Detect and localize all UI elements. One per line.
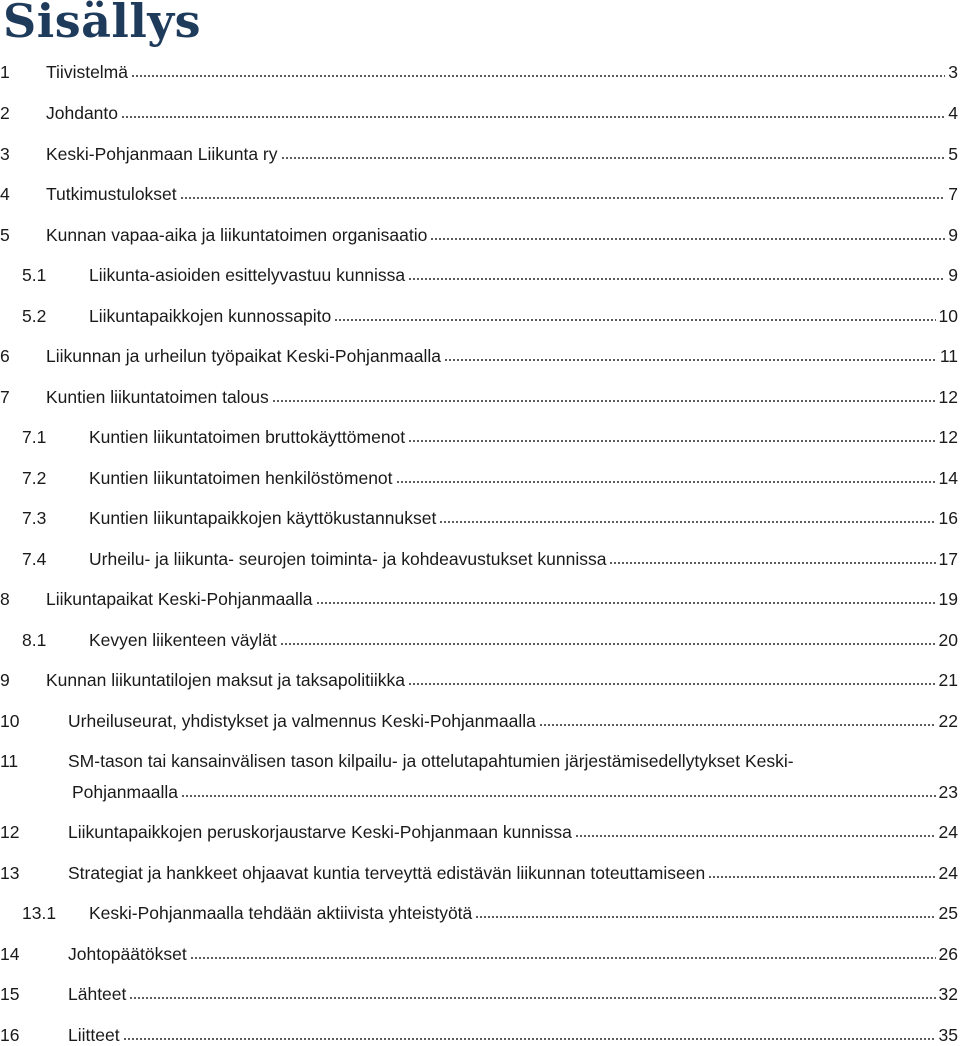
toc-page: 23 [938, 782, 958, 802]
toc-page: 24 [938, 863, 958, 883]
toc-number: 2 [0, 103, 10, 123]
toc-page: 19 [938, 589, 958, 609]
toc-title[interactable]: Keski-Pohjanmaalla tehdään aktiivista yhteistyötä [89, 903, 473, 923]
toc-title[interactable]: Liitteet [68, 1025, 120, 1045]
toc-title[interactable]: Pohjanmaalla [72, 782, 179, 802]
toc-title[interactable]: Kunnan vapaa-aika ja liikuntatoimen organisaatio [46, 225, 428, 245]
toc-page: 11 [939, 346, 958, 366]
toc-number: 4 [0, 184, 10, 204]
toc-number: 5.2 [22, 306, 47, 326]
dot-leader [408, 681, 936, 686]
dot-leader [129, 995, 935, 1000]
toc-title[interactable]: Johtopäätökset [68, 944, 187, 964]
dot-leader [190, 955, 936, 960]
toc-page: 16 [938, 508, 958, 528]
toc-page: 9 [948, 265, 958, 285]
toc-number: 8 [0, 589, 10, 609]
dot-leader [123, 1036, 936, 1041]
dot-leader [475, 914, 935, 919]
dot-leader [180, 195, 946, 200]
dot-leader [408, 276, 945, 281]
dot-leader [396, 479, 936, 484]
toc-page: 25 [938, 903, 958, 923]
dot-leader [272, 398, 936, 403]
toc-page: 35 [938, 1025, 958, 1045]
toc-title[interactable]: Keski-Pohjanmaan Liikunta ry [46, 144, 278, 164]
dot-leader [708, 874, 935, 879]
toc-page: 20 [938, 630, 958, 650]
toc-number: 16 [0, 1025, 20, 1045]
toc-page: 5 [948, 144, 958, 164]
dot-leader [281, 155, 946, 160]
toc-page: 4 [948, 103, 958, 123]
toc-title[interactable]: Kuntien liikuntatoimen henkilöstömenot [89, 468, 393, 488]
toc-title-line-1[interactable]: SM-tason tai kansainvälisen tason kilpailu- ja ottelutapahtumien järjestämisedellytykset Keski- [68, 751, 794, 771]
toc-number: 7 [0, 387, 10, 407]
toc-number: 5 [0, 225, 10, 245]
toc-page: 10 [938, 306, 958, 326]
toc-title[interactable]: Urheilu- ja liikunta- seurojen toiminta- ja kohdeavustukset kunnissa [89, 549, 607, 569]
toc-title[interactable]: Johdanto [46, 103, 119, 123]
toc-number: 7.3 [22, 508, 47, 528]
dot-leader [334, 317, 935, 322]
dot-leader [609, 560, 935, 565]
dot-leader [280, 641, 936, 646]
toc-number: 7.2 [22, 468, 47, 488]
toc-number: 9 [0, 670, 10, 690]
toc-page: 24 [938, 822, 958, 842]
toc-title[interactable]: Liikunta-asioiden esittelyvastuu kunnissa [89, 265, 406, 285]
toc-title[interactable]: Strategiat ja hankkeet ohjaavat kuntia terveyttä edistävän liikunnan toteuttamiseen [68, 863, 706, 883]
toc-title[interactable]: Liikunnan ja urheilun työpaikat Keski-Pohjanmaalla [46, 346, 441, 366]
dot-leader [121, 114, 945, 119]
toc-title[interactable]: Tiivistelmä [46, 62, 128, 82]
toc-page: 32 [938, 984, 958, 1004]
toc-number: 10 [0, 711, 20, 731]
toc-page: 17 [938, 549, 958, 569]
toc-number: 8.1 [22, 630, 47, 650]
toc-title[interactable]: Urheiluseurat, yhdistykset ja valmennus Keski-Pohjanmaalla [68, 711, 536, 731]
dot-leader [408, 438, 935, 443]
dot-leader [539, 722, 936, 727]
toc-title[interactable]: Kunnan liikuntatilojen maksut ja taksapolitiikka [46, 670, 405, 690]
toc-page: 12 [938, 387, 958, 407]
toc-number: 14 [0, 944, 20, 964]
dot-leader [316, 600, 936, 605]
toc-title[interactable]: Kuntien liikuntapaikkojen käyttökustannukset [89, 508, 437, 528]
toc-number: 12 [0, 822, 20, 842]
toc-number: 1 [0, 62, 10, 82]
toc-page: 26 [938, 944, 958, 964]
toc-page: 21 [938, 670, 958, 690]
toc-page: 9 [948, 225, 958, 245]
dot-leader [430, 236, 945, 241]
toc-title[interactable]: Liikuntapaikat Keski-Pohjanmaalla [46, 589, 313, 609]
dot-leader [181, 793, 935, 798]
toc-title[interactable]: Kevyen liikenteen väylät [89, 630, 277, 650]
dot-leader [439, 519, 935, 524]
toc-title[interactable]: Tutkimustulokset [46, 184, 177, 204]
toc-title[interactable]: Kuntien liikuntatoimen talous [46, 387, 269, 407]
toc-page: 14 [938, 468, 958, 488]
dot-leader [131, 73, 945, 78]
toc-page: 3 [948, 62, 958, 82]
toc-title[interactable]: Liikuntapaikkojen kunnossapito [89, 306, 332, 326]
toc-page: 7 [948, 184, 958, 204]
toc-title[interactable]: Lähteet [68, 984, 127, 1004]
toc-number: 15 [0, 984, 20, 1004]
toc-number: 13 [0, 863, 20, 883]
toc-number: 7.4 [22, 549, 47, 569]
toc-page: 12 [938, 427, 958, 447]
toc-title[interactable]: Liikuntapaikkojen peruskorjaustarve Keski-Pohjanmaan kunnissa [68, 822, 572, 842]
dot-leader [444, 357, 937, 362]
toc-number: 13.1 [22, 903, 57, 923]
toc-title[interactable]: Kuntien liikuntatoimen bruttokäyttömenot [89, 427, 406, 447]
toc-number: 6 [0, 346, 10, 366]
toc-page: 22 [938, 711, 958, 731]
toc-number: 11 [0, 751, 19, 771]
page-title: Sisällys [3, 0, 201, 48]
toc-number: 5.1 [22, 265, 47, 285]
dot-leader [575, 833, 936, 838]
toc-number: 3 [0, 144, 10, 164]
toc-number: 7.1 [22, 427, 47, 447]
